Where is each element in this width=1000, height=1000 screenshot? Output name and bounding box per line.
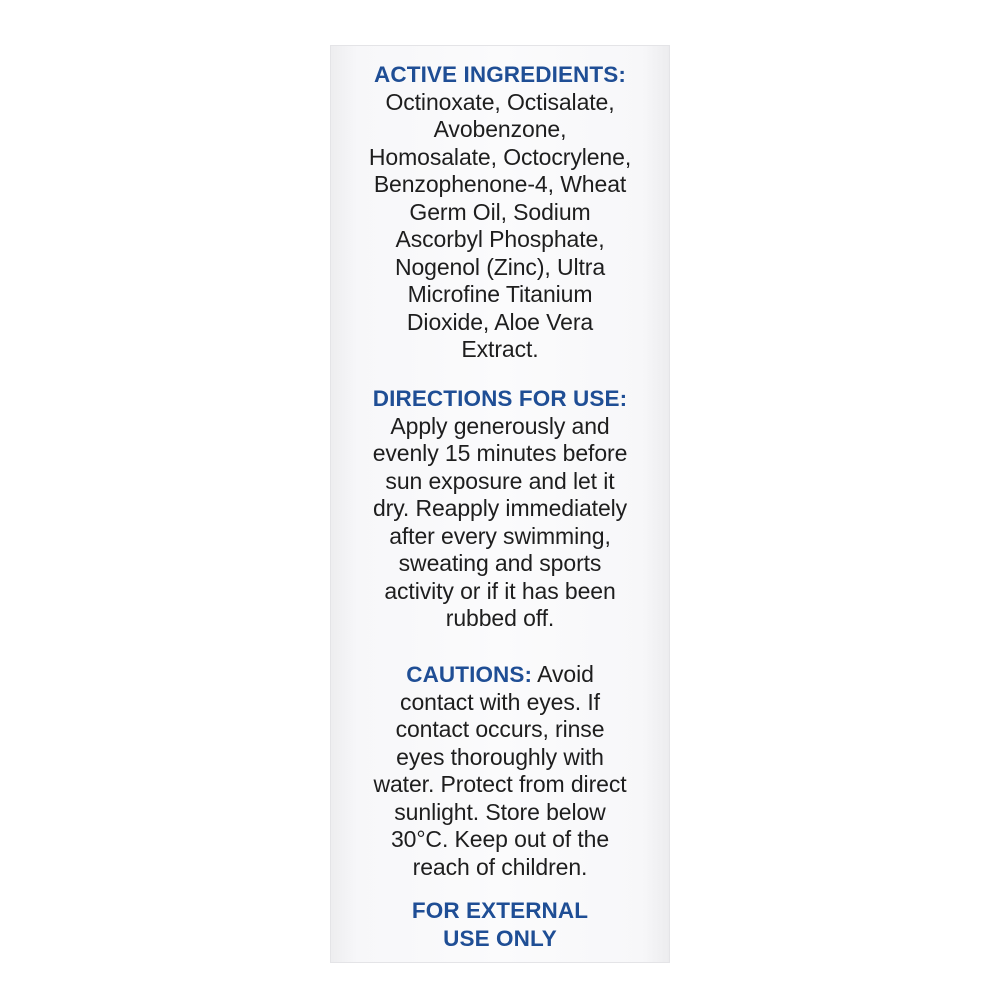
- cautions-line: water. Protect from direct: [373, 771, 627, 797]
- ingredients-line: Germ Oil, Sodium: [409, 198, 591, 225]
- cautions-line: contact occurs, rinse: [395, 716, 605, 742]
- ingredients-line: Extract.: [461, 336, 539, 362]
- cautions-first-line: [330, 661, 670, 689]
- external-use-line-1: FOR EXTERNAL: [411, 898, 589, 923]
- ingredients-line: Dioxide, Aloe Vera: [406, 308, 594, 335]
- ingredients-line: Homosalate, Octocrylene,: [368, 143, 632, 170]
- ingredients-line: Ascorbyl Phosphate,: [395, 226, 605, 252]
- directions-line: sweating and sports: [398, 550, 602, 576]
- directions-line: dry. Reapply immediately: [372, 495, 628, 521]
- directions-heading: DIRECTIONS FOR USE:: [372, 386, 628, 411]
- ingredients-line: Nogenol (Zinc), Ultra: [394, 253, 606, 280]
- ingredients-line: Benzophenone-4, Wheat: [373, 171, 627, 197]
- active-ingredients-heading: ACTIVE INGREDIENTS:: [374, 62, 626, 87]
- cautions-line: sunlight. Store below: [394, 798, 606, 825]
- cautions-line: reach of children.: [412, 853, 588, 880]
- external-use-line-2: USE ONLY: [443, 925, 557, 951]
- cautions-line: eyes thoroughly with: [396, 743, 604, 770]
- directions-section: [330, 385, 670, 633]
- ingredients-line: Octinoxate, Octisalate,: [385, 88, 615, 115]
- directions-line: sun exposure and let it: [385, 467, 615, 494]
- cautions-heading: CAUTIONS:: [406, 662, 533, 687]
- cautions-line: contact with eyes. If: [400, 688, 600, 715]
- directions-line: rubbed off.: [445, 605, 555, 631]
- cautions-line: 30°C. Keep out of the: [390, 826, 610, 852]
- external-use-notice: [330, 897, 670, 952]
- cautions-first-line-text: Avoid: [532, 661, 594, 687]
- cautions-section: [330, 661, 670, 881]
- directions-line: activity or if it has been: [384, 577, 616, 604]
- ingredients-line: Microfine Titanium: [407, 281, 593, 307]
- product-box-side-panel: [330, 45, 670, 963]
- active-ingredients-section: [330, 61, 670, 364]
- directions-line: Apply generously and: [390, 412, 610, 439]
- ingredients-line: Avobenzone,: [433, 116, 567, 142]
- directions-line: evenly 15 minutes before: [372, 440, 628, 466]
- directions-line: after every swimming,: [389, 522, 611, 549]
